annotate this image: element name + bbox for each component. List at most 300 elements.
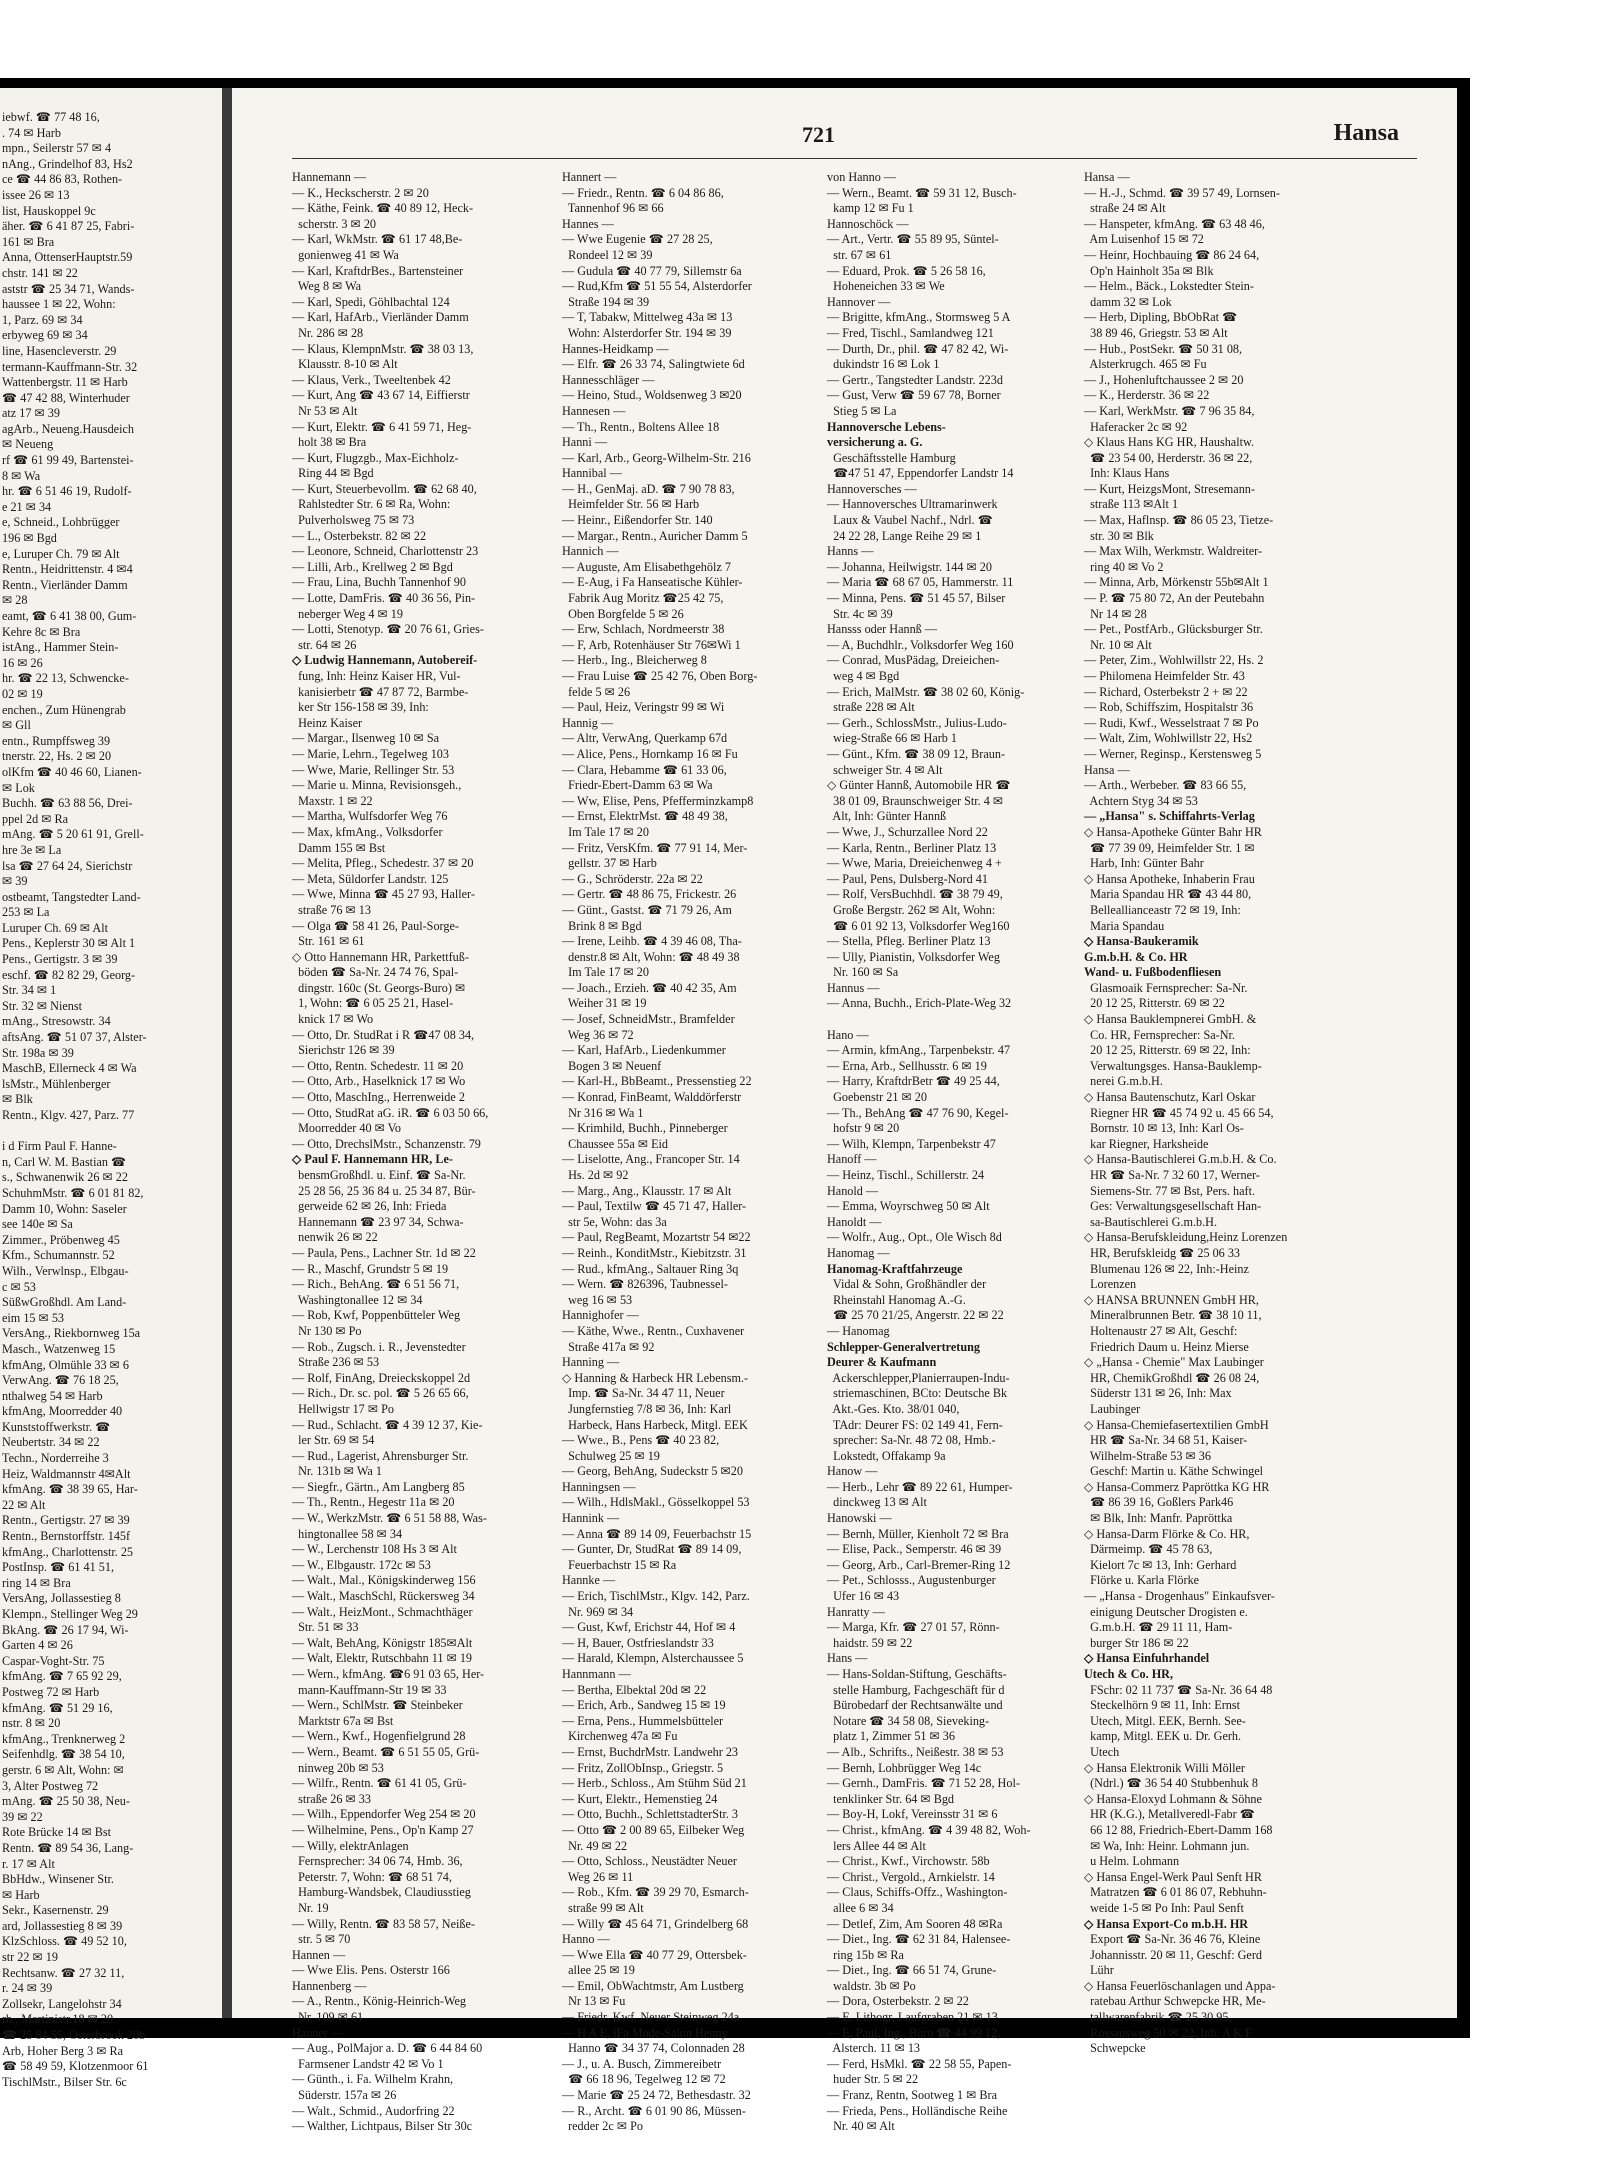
entry-line: — G., Schröderstr. 22a ✉ 22 bbox=[562, 871, 703, 886]
entry-line: — Wwe., B., Pens ☎ 40 23 82, bbox=[562, 1433, 720, 1448]
entry-line: issee 26 ✉ 13 bbox=[2, 187, 70, 202]
entry-line: — R., Maschf, Grundstr 5 ✉ 19 bbox=[292, 1261, 449, 1276]
entry-line: — Auguste, Am Elisabethgehölz 7 bbox=[562, 559, 731, 574]
entry-line: — Konrad, FinBeamt, Walddörferstr bbox=[562, 1090, 742, 1105]
entry-line: — Arth., Werbeber. ☎ 83 66 55, bbox=[1084, 778, 1247, 793]
entry-line: Nr 14 ✉ 28 bbox=[1084, 606, 1147, 621]
entry-line: ard, Jollassestieg 8 ✉ 39 bbox=[2, 1918, 123, 1933]
entry-line: nerei G.m.b.H. bbox=[1084, 1074, 1163, 1089]
entry-line: platz 1, Zimmer 51 ✉ 36 bbox=[827, 1729, 955, 1744]
entry-line: — Paul, Textilw ☎ 45 71 47, Haller- bbox=[562, 1199, 747, 1214]
entry-line: e, Schneid., Lohbrügger bbox=[2, 515, 120, 530]
entry-line: — Wwe, Minna ☎ 45 27 93, Haller- bbox=[292, 887, 475, 902]
entry-line: aftsAng. ☎ 51 07 37, Alster- bbox=[2, 1030, 147, 1045]
entry-line: PostInsp. ☎ 61 41 51, bbox=[2, 1560, 115, 1575]
entry-line: Jungfernstieg 7/8 ✉ 36, Inh: Karl bbox=[562, 1401, 732, 1416]
entry-line: — Leonore, Schneid, Charlottenstr 23 bbox=[292, 544, 479, 559]
entry-line: — H.-J., Schmd. ☎ 39 57 49, Lornsen- bbox=[1084, 185, 1280, 200]
entry-line: Hannert — bbox=[562, 170, 617, 184]
entry-line: Flörke u. Karla Flörke bbox=[1084, 1573, 1200, 1588]
header-rule bbox=[292, 158, 1417, 159]
entry-line: Hannus — bbox=[827, 980, 880, 995]
entry-line: erbyweg 69 ✉ 34 bbox=[2, 328, 88, 343]
entry-line: — Rud., kfmAng., Saltauer Ring 3q bbox=[562, 1261, 739, 1276]
entry-line: istAng., Hammer Stein- bbox=[2, 640, 119, 655]
entry-line: — Paul, Pens, Dulsberg-Nord 41 bbox=[827, 871, 988, 886]
entry-line: kfmAng., Trenknerweg 2 bbox=[2, 1731, 126, 1746]
entry-line: ratebau Arthur Schwepcke HR, Me- bbox=[1084, 1994, 1266, 2009]
entry-line: ker Str 156-158 ✉ 39, Inh: bbox=[292, 700, 429, 715]
entry-line: Hanno — bbox=[562, 1932, 610, 1947]
entry-line: böden ☎ Sa-Nr. 24 74 76, Spal- bbox=[292, 965, 459, 980]
entry-line: SchuhmMstr. ☎ 6 01 81 82, bbox=[2, 1185, 144, 1200]
entry-line: — Walt, BehAng, Königstr 185✉Alt bbox=[292, 1635, 473, 1650]
entry-line: — T, Tabakw, Mittelweg 43a ✉ 13 bbox=[562, 310, 733, 325]
entry-line: ler Str. 69 ✉ 54 bbox=[292, 1433, 375, 1448]
entry-line: von Hanno — bbox=[827, 170, 897, 184]
entry-line: ◇ Hansa-Bautischlerei G.m.b.H. & Co. bbox=[1084, 1152, 1277, 1167]
entry-line: 20 12 25, Ritterstr. 69 ✉ 22, Inh: bbox=[1084, 1043, 1251, 1058]
entry-line: mann-Kauffmann-Str 19 ✉ 33 bbox=[292, 1682, 447, 1697]
entry-line: Hannemann — bbox=[292, 170, 367, 184]
entry-line: Hanomag — bbox=[827, 1245, 890, 1260]
entry-line: Nr. 10 ✉ Alt bbox=[1084, 637, 1152, 652]
entry-line: — Joach., Erzieh. ☎ 40 42 35, Am bbox=[562, 980, 737, 995]
entry-line: — Hans-Soldan-Stiftung, Geschäfts- bbox=[827, 1667, 1007, 1681]
entry-line: TAdr: Deurer FS: 02 149 41, Fern- bbox=[827, 1417, 1003, 1432]
entry-line: — J., u. A. Busch, Zimmereibetr bbox=[562, 2056, 722, 2071]
entry-line: tenklinker Str. 64 ✉ Bgd bbox=[827, 1791, 955, 1806]
entry-line: Hellwigstr 17 ✉ Po bbox=[292, 1401, 394, 1416]
entry-line: — Heinz, Tischl., Schillerstr. 24 bbox=[827, 1168, 985, 1182]
entry-line: Heiz, Waldmannstr 4✉Alt bbox=[2, 1466, 131, 1481]
entry-line: see 140e ✉ Sa bbox=[2, 1217, 73, 1232]
entry-line: — Helm., Bäck., Lokstedter Stein- bbox=[1084, 279, 1254, 294]
entry-line: ✉ Gll bbox=[2, 718, 31, 733]
entry-line: Str. 4c ✉ 39 bbox=[827, 606, 893, 621]
entry-line: Fabrik Aug Moritz ☎25 42 75, bbox=[562, 591, 724, 606]
entry-line: Achtern Styg 34 ✉ 53 bbox=[1084, 793, 1198, 808]
entry-line: Weiher 31 ✉ 19 bbox=[562, 996, 647, 1011]
entry-line: ☎ 25 84 55, Osterbrook 20b bbox=[2, 2028, 146, 2043]
entry-line: Moorredder 40 ✉ Vo bbox=[292, 1121, 401, 1136]
entry-line: Kunststoffwerkstr. ☎ bbox=[2, 1419, 111, 1434]
entry-line: — Wolfr., Aug., Opt., Ole Wisch 8d bbox=[827, 1230, 1002, 1245]
entry-line: — Wwe Ella ☎ 40 77 29, Ottersbek- bbox=[562, 1947, 747, 1962]
entry-line: ◇ Hanning & Harbeck HR Lebensm.- bbox=[562, 1370, 749, 1385]
entry-line: Hanno ☎ 34 37 74, Colonnaden 28 bbox=[562, 2041, 745, 2056]
entry-line: — Harald, Klempn, Alsterchaussee 5 bbox=[562, 1651, 744, 1666]
entry-line: — W., Lerchenstr 108 Hs 3 ✉ Alt bbox=[292, 1542, 457, 1557]
entry-line: Marktstr 67a ✉ Bst bbox=[292, 1713, 394, 1728]
entry-line: — Heinr., Eißendorfer Str. 140 bbox=[562, 513, 713, 528]
entry-line: — Georg, BehAng, Sudeckstr 5 ✉20 bbox=[562, 1464, 743, 1479]
entry-line: — Walt., MaschSchl, Rückersweg 34 bbox=[292, 1589, 475, 1604]
entry-line: Maria Spandau bbox=[1084, 918, 1165, 933]
entry-line: — Gertr., Tangstedter Landstr. 223d bbox=[827, 372, 1003, 387]
entry-line: str 22 ✉ 19 bbox=[2, 1950, 58, 1965]
entry-line: Ufer 16 ✉ 43 bbox=[827, 1589, 900, 1604]
entry-line: — Lotti, Stenotyp. ☎ 20 76 61, Gries- bbox=[292, 622, 484, 637]
entry-line: Johannisstr. 20 ✉ 11, Geschf: Gerd bbox=[1084, 1947, 1262, 1962]
entry-line: ring 40 ✉ Vo 2 bbox=[1084, 559, 1164, 574]
entry-line: Siemens-Str. 77 ✉ Bst, Pers. haft. bbox=[1084, 1183, 1256, 1198]
entry-line: ✉ Neueng bbox=[2, 437, 54, 452]
entry-line: — Kurt, Elektr. ☎ 6 41 59 71, Heg- bbox=[292, 419, 472, 434]
entry-line: — Wilh., Eppendorfer Weg 254 ✉ 20 bbox=[292, 1807, 476, 1822]
entry-line: 39 ✉ 22 bbox=[2, 1809, 43, 1824]
entry-line: Hannesschläger — bbox=[562, 372, 655, 387]
entry-line: ◇ Hansa-Apotheke Günter Bahr HR bbox=[1084, 824, 1262, 839]
entry-line: — Frieda, Pens., Holländische Reihe bbox=[827, 2103, 1008, 2118]
entry-line: VersAng., Riekbornweg 15a bbox=[2, 1326, 141, 1341]
entry-line: haidstr. 59 ✉ 22 bbox=[827, 1635, 913, 1650]
entry-line: — Peter, Zim., Wohlwillstr 22, Hs. 2 bbox=[1084, 653, 1264, 668]
entry-line: Nr 53 ✉ Alt bbox=[292, 403, 358, 418]
entry-line: — Kurt, Flugzgb., Max-Eichholz- bbox=[292, 450, 459, 465]
entry-line: 22 ✉ Alt bbox=[2, 1497, 46, 1512]
entry-line: Str. 51 ✉ 33 bbox=[292, 1620, 359, 1635]
entry-line: — Aug., PolMajor a. D. ☎ 6 44 84 60 bbox=[292, 2041, 483, 2056]
entry-line: Sekr., Kasernenstr. 29 bbox=[2, 1903, 109, 1918]
entry-line: — Klaus, Verk., Tweeltenbek 42 bbox=[292, 372, 451, 387]
entry-line: lsa ☎ 27 64 24, Sierichstr bbox=[2, 858, 133, 873]
entry-line: Lorenzen bbox=[1084, 1277, 1137, 1292]
entry-line: Techn., Norderreihe 3 bbox=[2, 1451, 109, 1466]
entry-line: — Altr, VerwAng, Querkamp 67d bbox=[562, 731, 728, 746]
entry-line: ◇ Hansa Feuerlöschanlagen und Appa- bbox=[1084, 1978, 1276, 1993]
entry-line: Rondeel 12 ✉ 39 bbox=[562, 247, 653, 262]
entry-line: Str. 198a ✉ 39 bbox=[2, 1045, 74, 1060]
entry-line: Kirchenweg 47a ✉ Fu bbox=[562, 1729, 678, 1744]
entry-line: — Willy, elektrAnlagen bbox=[292, 1838, 409, 1853]
entry-line: Harbeck, Hans Harbeck, Mitgl. EEK bbox=[562, 1417, 748, 1432]
entry-line: Deurer & Kaufmann bbox=[827, 1355, 937, 1370]
entry-line: — Ernst, BuchdrMstr. Landwehr 23 bbox=[562, 1744, 739, 1759]
entry-line: — Margar., Ilsenweg 10 ✉ Sa bbox=[292, 731, 440, 746]
entry-line: VersAng, Jollassestieg 8 bbox=[2, 1591, 121, 1606]
entry-line: — Meta, Süldorfer Landstr. 125 bbox=[292, 871, 449, 886]
entry-line: 24 22 28, Lange Reihe 29 ✉ 1 bbox=[827, 528, 982, 543]
entry-line: — Rud,Kfm ☎ 51 55 54, Alsterdorfer bbox=[562, 279, 752, 294]
entry-line: Rentn., Vierländer Damm bbox=[2, 577, 128, 592]
entry-line: line, Hasencleverstr. 29 bbox=[2, 343, 117, 358]
entry-line: Bornstr. 10 ✉ 13, Inh: Karl Os- bbox=[1084, 1121, 1244, 1136]
entry-line: versicherung a. G. bbox=[827, 435, 923, 450]
entry-line: Hanowski — bbox=[827, 1511, 892, 1526]
entry-line: hingtonallee 58 ✉ 34 bbox=[292, 1526, 403, 1541]
entry-line: Oben Borgfelde 5 ✉ 26 bbox=[562, 606, 684, 621]
entry-line: — Gudula ☎ 40 77 79, Sillemstr 6a bbox=[562, 263, 742, 278]
entry-line: Str. 34 ✉ 1 bbox=[2, 983, 57, 998]
entry-line: Hansa — bbox=[1084, 762, 1130, 777]
entry-line: Hannes-Heidkamp — bbox=[562, 341, 669, 356]
entry-line: Steckelhörn 9 ✉ 11, Inh: Ernst bbox=[1084, 1698, 1240, 1713]
entry-line: — Diet., Ing. ☎ 62 31 84, Halensee- bbox=[827, 1932, 1011, 1947]
entry-line: Nr. 160 ✉ Sa bbox=[827, 965, 899, 980]
entry-line: Hanns — bbox=[827, 544, 874, 559]
entry-line: huder Str. 5 ✉ 22 bbox=[827, 2072, 919, 2087]
entry-line: ◇ Hansa-Darm Flörke & Co. HR, bbox=[1084, 1526, 1250, 1541]
entry-line: — Walt, Zim, Wohlwillstr 22, Hs2 bbox=[1084, 731, 1253, 746]
column-3 bbox=[827, 170, 1077, 2135]
entry-line: Am Luisenhof 15 ✉ 72 bbox=[1084, 232, 1204, 247]
entry-line: Str. 32 ✉ Nienst bbox=[2, 998, 82, 1013]
entry-line: — Walt., Mal., Königskinderweg 156 bbox=[292, 1573, 476, 1588]
entry-line: wieg-Straße 66 ✉ Harb 1 bbox=[827, 731, 958, 746]
entry-line: burger Str 186 ✉ 22 bbox=[1084, 1635, 1189, 1650]
entry-line: Hanow — bbox=[827, 1464, 878, 1479]
entry-line: — Heinr, Hochbauing ☎ 86 24 64, bbox=[1084, 247, 1260, 262]
entry-line: gonienweg 41 ✉ Wa bbox=[292, 247, 399, 262]
entry-line: Rentn., Gertigstr. 27 ✉ 39 bbox=[2, 1513, 130, 1528]
entry-line: ninweg 20b ✉ 53 bbox=[292, 1760, 384, 1775]
entry-line: Nr. 19 bbox=[292, 1900, 329, 1915]
entry-line: — Wern., Kwf., Hogenfielgrund 28 bbox=[292, 1729, 466, 1744]
entry-line: — „Hansa - Drogenhaus" Einkaufsver- bbox=[1084, 1589, 1275, 1604]
entry-line: Sierichstr 126 ✉ 39 bbox=[292, 1043, 395, 1058]
entry-line: — Elise, Pack., Semperstr. 46 ✉ 39 bbox=[827, 1542, 1002, 1557]
entry-line: — Kurt, Steuerbevollm. ☎ 62 68 40, bbox=[292, 481, 477, 496]
entry-line: — Diet., Ing. ☎ 66 51 74, Grune- bbox=[827, 1963, 997, 1978]
entry-line: ☎ 58 49 59, Klotzenmoor 61 bbox=[2, 2059, 149, 2074]
entry-line: — Gust, Verw ☎ 59 67 78, Borner bbox=[827, 388, 1001, 403]
entry-line: SüßwGroßhdl. Am Land- bbox=[2, 1295, 127, 1310]
running-head: Hansa bbox=[1333, 120, 1399, 146]
entry-line: 38 89 46, Griegstr. 53 ✉ Alt bbox=[1084, 325, 1228, 340]
entry-line: Rheinstahl Hanomag A.-G. bbox=[827, 1292, 966, 1307]
entry-line: — W., Elbgaustr. 172c ✉ 53 bbox=[292, 1557, 431, 1572]
entry-line: — Liselotte, Ang., Francoper Str. 14 bbox=[562, 1152, 740, 1167]
entry-line: Goebenstr 21 ✉ 20 bbox=[827, 1090, 927, 1105]
entry-line: Hannighofer — bbox=[562, 1308, 639, 1323]
entry-line: Hannesen — bbox=[562, 403, 626, 418]
entry-line: — Anna, Buchh., Erich-Plate-Weg 32 bbox=[827, 996, 1012, 1011]
entry-line: — Wwe, Marie, Rellinger Str. 53 bbox=[292, 762, 455, 777]
entry-line: — Marga, Kfr. ☎ 27 01 57, Rönn- bbox=[827, 1620, 1000, 1635]
entry-line: — Karl, WerkMstr. ☎ 7 96 35 84, bbox=[1084, 403, 1255, 418]
entry-line: Rote Brücke 14 ✉ Bst bbox=[2, 1825, 112, 1840]
entry-line: — Marg., Ang., Klausstr. 17 ✉ Alt bbox=[562, 1183, 732, 1198]
entry-line: ☎ 47 42 88, Winterhuder bbox=[2, 390, 130, 405]
entry-line: — Johanna, Heilwigstr. 144 ✉ 20 bbox=[827, 559, 992, 574]
entry-line: nthalweg 54 ✉ Harb bbox=[2, 1388, 103, 1403]
entry-line: Alt, Inh: Günter Hannß bbox=[827, 809, 947, 824]
entry-line: — Olga ☎ 58 41 26, Paul-Sorge- bbox=[292, 918, 459, 933]
entry-line: 02 ✉ 19 bbox=[2, 686, 43, 701]
entry-line: Str. 161 ✉ 61 bbox=[292, 934, 365, 949]
entry-line: knick 17 ✉ Wo bbox=[292, 1012, 374, 1027]
entry-line: — Karl, HafArb., Liedenkummer bbox=[562, 1043, 726, 1058]
entry-line: Hanningsen — bbox=[562, 1479, 636, 1494]
entry-line: ◇ Paul F. Hannemann HR, Le- bbox=[292, 1152, 453, 1167]
entry-line: VerwAng. ☎ 76 18 25, bbox=[2, 1373, 119, 1388]
entry-line: straße 76 ✉ 13 bbox=[292, 902, 371, 917]
entry-line: Friedr-Ebert-Damm 63 ✉ Wa bbox=[562, 778, 713, 793]
entry-line: ◇ Günter Hannß, Automobile HR ☎ bbox=[827, 778, 1011, 793]
entry-line: — Eduard, Prok. ☎ 5 26 58 16, bbox=[827, 263, 986, 278]
entry-line: Bogen 3 ✉ Neuenf bbox=[562, 1058, 662, 1073]
entry-line: Hano — bbox=[827, 1027, 869, 1042]
entry-line: ppel 2d ✉ Ra bbox=[2, 811, 69, 826]
entry-line: — Pet., PostfArb., Glücksburger Str. bbox=[1084, 622, 1263, 637]
entry-line: — Rich., BehAng. ☎ 6 51 56 71, bbox=[292, 1277, 460, 1292]
entry-line: Rentn., Heidrittenstr. 4 ✉4 bbox=[2, 562, 133, 577]
entry-line: Arb, Hoher Berg 3 ✉ Ra bbox=[2, 2043, 124, 2058]
entry-line: Lokstedt, Offakamp 9a bbox=[827, 1448, 946, 1463]
entry-line: — Detlef, Zim, Am Sooren 48 ✉Ra bbox=[827, 1916, 1003, 1931]
entry-line: — Ully, Pianistin, Volksdorfer Weg bbox=[827, 949, 1000, 964]
entry-line: Hannen — bbox=[292, 1947, 346, 1962]
entry-line: neberger Weg 4 ✉ 19 bbox=[292, 606, 403, 621]
entry-line: — Erna, Pens., Hummelsbütteler bbox=[562, 1713, 724, 1728]
entry-line: — Fritz, VersKfm. ☎ 77 91 14, Mer- bbox=[562, 840, 748, 855]
entry-line: Im Tale 17 ✉ 20 bbox=[562, 965, 649, 980]
entry-line: Wattenbergstr. 11 ✉ Harb bbox=[2, 375, 128, 390]
entry-line: Wilhelm-Straße 53 ✉ 36 bbox=[1084, 1448, 1211, 1463]
directory-page bbox=[232, 88, 1457, 2134]
entry-line: Hannmann — bbox=[562, 1667, 631, 1681]
entry-line: gellstr. 37 ✉ Harb bbox=[562, 856, 657, 871]
entry-line: s., Schwanenwik 26 ✉ 22 bbox=[2, 1170, 128, 1185]
entry-line: ◇ Hansa Apotheke, Inhaberin Frau bbox=[1084, 871, 1255, 886]
entry-line: — Margar., Rentn., Auricher Damm 5 bbox=[562, 528, 748, 543]
entry-line: — Bertha, Elbektal 20d ✉ 22 bbox=[562, 1682, 707, 1697]
entry-line: — A, Buchdhlr., Volksdorfer Weg 160 bbox=[827, 637, 1014, 652]
entry-line: Hansa — bbox=[1084, 170, 1130, 184]
entry-line: Hannes — bbox=[562, 216, 614, 231]
entry-line: — Gertr. ☎ 48 86 75, Frickestr. 26 bbox=[562, 887, 737, 902]
entry-line: Laux & Vaubel Nachf., Ndrl. ☎ bbox=[827, 513, 993, 528]
page-number: 721 bbox=[802, 122, 835, 147]
entry-line: denstr.8 ✉ Alt, Wohn: ☎ 48 49 38 bbox=[562, 949, 740, 964]
entry-line: — Kurt, Elektr., Hemenstieg 24 bbox=[562, 1791, 718, 1806]
entry-line: — Gerh., SchlossMstr., Julius-Ludo- bbox=[827, 715, 1007, 730]
entry-line: straße 99 ✉ Alt bbox=[562, 1900, 644, 1915]
entry-line: — Hannoversches Ultramarinwerk bbox=[827, 497, 998, 512]
entry-line: Rentn. ☎ 89 54 36, Lang- bbox=[2, 1840, 134, 1855]
entry-line: Masch., Watzenweg 15 bbox=[2, 1341, 116, 1356]
entry-line: — „Hansa" s. Schiffahrts-Verlag bbox=[1084, 809, 1255, 824]
entry-line: 253 ✉ La bbox=[2, 905, 50, 920]
entry-line: — Max, kfmAng., Volksdorfer bbox=[292, 824, 443, 839]
entry-line: — Erw, Schlach, Nordmeerstr 38 bbox=[562, 622, 725, 637]
entry-line: hr. ☎ 6 51 46 19, Rudolf- bbox=[2, 484, 132, 499]
entry-line: Nr. 131b ✉ Wa 1 bbox=[292, 1464, 382, 1479]
entry-line: Nr. 969 ✉ 34 bbox=[562, 1604, 634, 1619]
entry-line: r. 17 ✉ Alt bbox=[2, 1856, 55, 1871]
entry-line: — Christ., kfmAng. ☎ 4 39 48 82, Woh- bbox=[827, 1822, 1031, 1837]
entry-line: — Wern., Beamt. ☎ 6 51 55 05, Grü- bbox=[292, 1744, 480, 1759]
entry-line: ◇ Otto Hannemann HR, Parkettfuß- bbox=[292, 949, 469, 964]
entry-line: — Philomena Heimfelder Str. 43 bbox=[1084, 669, 1245, 683]
entry-line: — Siegfr., Gärtn., Am Langberg 85 bbox=[292, 1479, 465, 1494]
entry-line: — E, Lithogr, Laufgraben 21 ✉ 13 bbox=[827, 2010, 998, 2025]
entry-line: — Boy-H, Lokf, Vereinsstr 31 ✉ 6 bbox=[827, 1807, 998, 1822]
entry-line: allee 25 ✉ 19 bbox=[562, 1963, 635, 1978]
entry-line: — Heino, Stud., Woldsenweg 3 ✉20 bbox=[562, 388, 742, 403]
entry-line: Hannig — bbox=[562, 715, 614, 730]
entry-line: str. 30 ✉ Blk bbox=[1084, 528, 1154, 543]
entry-line: — Walt., Schmid., Audorfring 22 bbox=[292, 2103, 455, 2118]
entry-line: — Walt, Elektr, Rutschbahn 11 ✉ 19 bbox=[292, 1651, 473, 1666]
entry-line: Nr 316 ✉ Wa 1 bbox=[562, 1105, 644, 1120]
entry-line: — Reinh., KonditMstr., Kiebitzstr. 31 bbox=[562, 1245, 747, 1260]
entry-line: — Minna, Pens. ☎ 51 45 57, Bilser bbox=[827, 591, 1006, 606]
entry-line: Utech & Co. HR, bbox=[1084, 1667, 1174, 1681]
entry-line: Weg 36 ✉ 72 bbox=[562, 1027, 634, 1042]
entry-line: — Karl, HafArb., Vierländer Damm bbox=[292, 310, 469, 325]
entry-line: ring 15b ✉ Ra bbox=[827, 1947, 904, 1962]
entry-line: — Durth, Dr., phil. ☎ 47 82 42, Wi- bbox=[827, 341, 1009, 356]
entry-line: — Dora, Osterbekstr. 2 ✉ 22 bbox=[827, 1994, 969, 2009]
entry-line: Utech bbox=[1084, 1744, 1120, 1759]
entry-line: — Wilhelmine, Pens., Op'n Kamp 27 bbox=[292, 1822, 474, 1837]
entry-line: ostbeamt, Tangstedter Land- bbox=[2, 889, 141, 904]
entry-line: Rossausweg 50 ✉ 22, Inh: A K F bbox=[1084, 2025, 1252, 2040]
entry-line: — Karla, Rentn., Berliner Platz 13 bbox=[827, 840, 997, 855]
entry-line: weg 4 ✉ Bgd bbox=[827, 669, 900, 683]
entry-line: ☎ 25 70 21/25, Angerstr. 22 ✉ 22 bbox=[827, 1308, 1004, 1323]
entry-line: — Karl, KraftdrBes., Bartensteiner bbox=[292, 263, 464, 278]
entry-line: Wilh., Verwlnsp., Elbgau- bbox=[2, 1263, 129, 1278]
entry-line: — Werner, Reginsp., Kerstensweg 5 bbox=[1084, 746, 1262, 761]
entry-line: Schlepper-Generalvertretung bbox=[827, 1339, 980, 1354]
entry-line: — Walt., HeizMont., Schmachthäger bbox=[292, 1604, 473, 1619]
entry-line: — Kurt, HeizgsMont, Stresemann- bbox=[1084, 481, 1255, 496]
entry-line: weide 1-5 ✉ Po Inh: Paul Senft bbox=[1084, 1900, 1244, 1915]
entry-line: — Otto, MaschIng., Herrenweide 2 bbox=[292, 1090, 465, 1105]
entry-line: äher. ☎ 6 41 87 25, Fabri- bbox=[2, 219, 135, 234]
entry-line: kfmAng. ☎ 7 65 92 29, bbox=[2, 1669, 122, 1684]
entry-line: ◇ Klaus Hans KG HR, Haushaltw. bbox=[1084, 435, 1255, 450]
entry-line: Straße 194 ✉ 39 bbox=[562, 294, 650, 309]
entry-line: Vidal & Sohn, Großhändler der bbox=[827, 1277, 987, 1292]
entry-line: ◇ Hansa Einfuhrhandel bbox=[1084, 1651, 1210, 1666]
entry-line bbox=[2, 1124, 220, 1140]
entry-line: Heimfelder Str. 56 ✉ Harb bbox=[562, 497, 700, 512]
entry-line: Straße 417a ✉ 92 bbox=[562, 1339, 655, 1354]
entry-line: Inh: Klaus Hans bbox=[1084, 466, 1170, 481]
entry-line: — Käthe, Wwe., Rentn., Cuxhavener bbox=[562, 1323, 745, 1338]
entry-line: aststr ☎ 25 34 71, Wands- bbox=[2, 281, 135, 296]
entry-line: kfmAng, Moorredder 40 bbox=[2, 1404, 123, 1419]
entry-line: Hans — bbox=[827, 1651, 868, 1666]
entry-line: Hansss oder Hannß — bbox=[827, 622, 938, 637]
entry-line: HR (K.G.), Metallveredl-Fabr ☎ bbox=[1084, 1807, 1255, 1822]
entry-line: — F, Arb, Rotenhäuser Str 76✉Wi 1 bbox=[562, 637, 741, 652]
entry-line: BkAng. ☎ 26 17 94, Wi- bbox=[2, 1622, 129, 1637]
entry-line: — Rolf, FinAng, Dreieckskoppel 2d bbox=[292, 1370, 471, 1385]
entry-line: — Rud., Lagerist, Ahrensburger Str. bbox=[292, 1448, 469, 1463]
entry-line: termann-Kauffmann-Str. 32 bbox=[2, 359, 138, 374]
entry-line: Op'n Hainholt 35a ✉ Blk bbox=[1084, 263, 1214, 278]
entry-line: Pens., Gertigstr. 3 ✉ 39 bbox=[2, 952, 118, 967]
entry-line: Stieg 5 ✉ La bbox=[827, 403, 897, 418]
entry-line: Friedrich Daum u. Heinz Mierse bbox=[1084, 1339, 1249, 1354]
entry-line: — Harry, KraftdrBetr ☎ 49 25 44, bbox=[827, 1074, 1000, 1089]
entry-line: dukindstr 16 ✉ Lok 1 bbox=[827, 357, 940, 372]
entry-line: Hs. 2d ✉ 92 bbox=[562, 1168, 629, 1182]
entry-line: — Rich., Dr. sc. pol. ☎ 5 26 65 66, bbox=[292, 1386, 469, 1401]
entry-line: ◇ Hansa Bautenschutz, Karl Oskar bbox=[1084, 1090, 1256, 1105]
entry-line: einigung Deutscher Drogisten e. bbox=[1084, 1604, 1248, 1619]
entry-line: HR ☎ Sa-Nr. 34 68 51, Kaiser- bbox=[1084, 1433, 1248, 1448]
entry-line: — Otto, Rentn. Schedestr. 11 ✉ 20 bbox=[292, 1058, 464, 1073]
entry-line: str. 5 ✉ 70 bbox=[292, 1932, 351, 1947]
entry-line: i d Firm Paul F. Hanne- bbox=[2, 1139, 117, 1154]
entry-line: mpn., Seilerstr 57 ✉ 4 bbox=[2, 141, 112, 156]
